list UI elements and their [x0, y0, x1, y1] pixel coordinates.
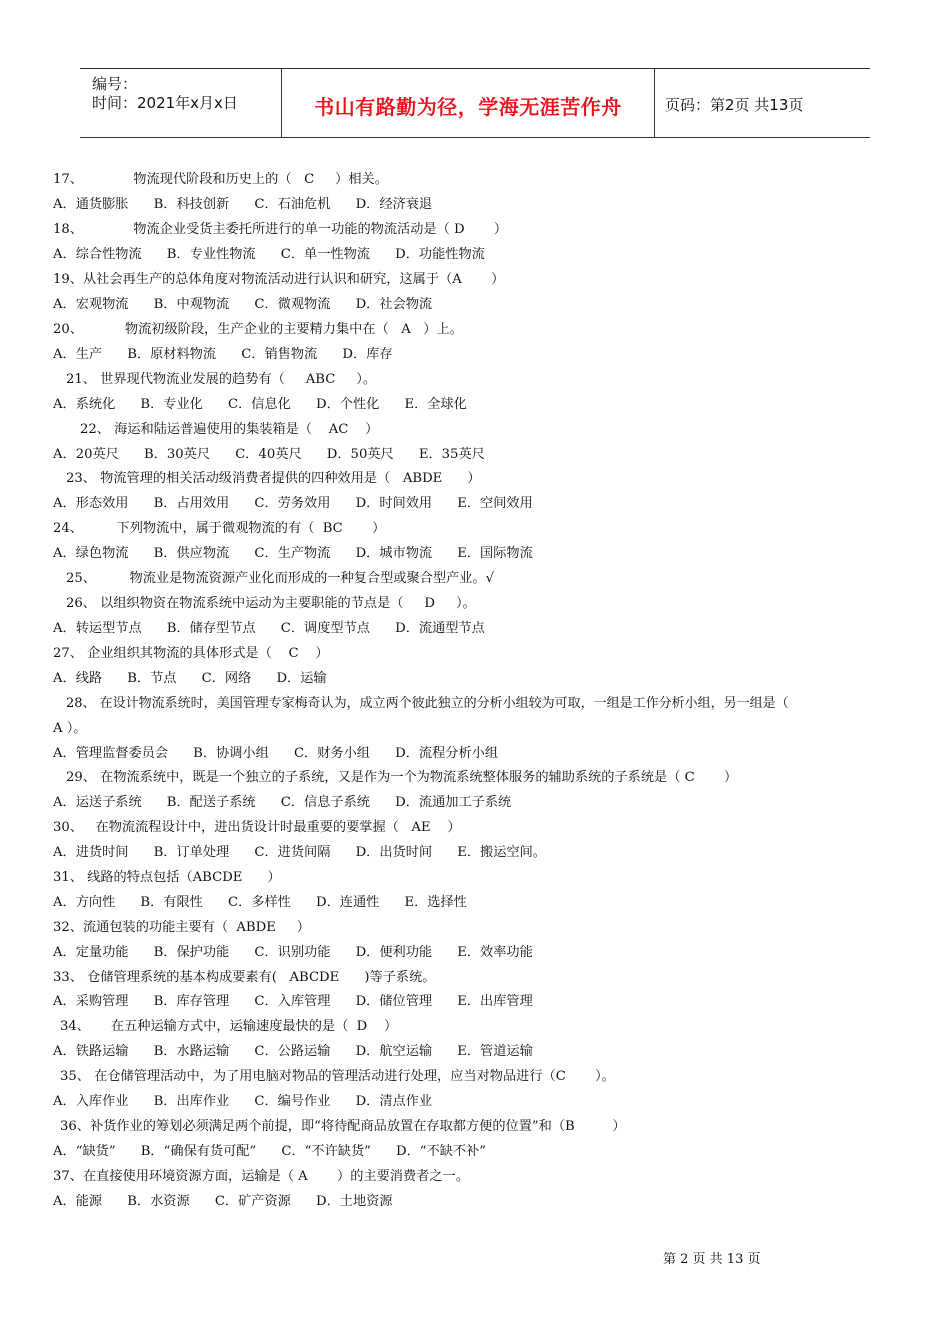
page-footer: 第 2 页 共 13 页	[663, 1252, 761, 1267]
options-line: A．方向性 B．有限性 C．多样性 D．连通性 E．选择性	[53, 895, 467, 910]
question-line: 34、 在五种运输方式中，运输速度最快的是（ D ）	[60, 1019, 398, 1034]
options-line: A．铁路运输 B．水路运输 C．公路运输 D．航空运输 E．管道运输	[53, 1044, 533, 1059]
header-page-cell	[655, 69, 870, 137]
header-meta-cell	[80, 69, 282, 137]
options-line: A．能源 B．水资源 C．矿产资源 D．土地资源	[53, 1194, 393, 1209]
options-line: A．宏观物流 B．中观物流 C．微观物流 D．社会物流	[53, 297, 433, 312]
options-line: A．线路 B．节点 C．网络 D．运输	[53, 671, 327, 686]
page-header	[80, 68, 870, 138]
motto: 书山有路勤为径，学海无涯苦作舟	[314, 95, 622, 119]
question-line: 24、 下列物流中，属于微观物流的有（ BC ）	[53, 521, 386, 536]
options-line: A．定量功能 B．保护功能 C．识别功能 D．便利功能 E．效率功能	[53, 945, 533, 960]
question-line: 19、从社会再生产的总体角度对物流活动进行认识和研究，这属于（A ）	[53, 272, 505, 287]
options-line: A．绿色物流 B．供应物流 C．生产物流 D．城市物流 E．国际物流	[53, 546, 533, 561]
question-line: 28、 在设计物流系统时，美国管理专家梅奇认为，成立两个彼此独立的分析小组较为可取，一组是工作分析小组，另一组是（	[66, 696, 789, 711]
question-line: 20、 物流初级阶段，生产企业的主要精力集中在（ A ）上。	[53, 322, 463, 337]
question-line-continued: A ）。	[53, 721, 87, 736]
options-line: A．运送子系统 B．配送子系统 C．信息子系统 D．流通加工子系统	[53, 795, 512, 810]
question-line: 25、 物流业是物流资源产业化而形成的一种复合型或聚合型产业。√	[66, 571, 494, 586]
question-line: 17、 物流现代阶段和历史上的（ C ）相关。	[53, 172, 388, 187]
question-line: 21、 世界现代物流业发展的趋势有（ ABC ）。	[66, 372, 377, 387]
options-line: A．入库作业 B．出库作业 C．编号作业 D．清点作业	[53, 1094, 433, 1109]
question-line: 36、补货作业的筹划必须满足两个前提，即“将待配商品放置在存取都方便的位置”和（B ）	[60, 1119, 626, 1134]
question-line: 32、流通包装的功能主要有（ ABDE ）	[53, 920, 310, 935]
options-line: A．进货时间 B．订单处理 C．进货间隔 D．出货时间 E．搬运空间。	[53, 845, 546, 860]
options-line: A．综合性物流 B．专业性物流 C．单一性物流 D．功能性物流	[53, 247, 485, 262]
options-line: A．通货膨胀 B．科技创新 C．石油危机 D．经济衰退	[53, 197, 433, 212]
options-line: A．形态效用 B．占用效用 C．劳务效用 D．时间效用 E．空间效用	[53, 496, 533, 511]
page-info: 页码：第2页 共13页	[665, 96, 804, 114]
question-line: 33、 仓储管理系统的基本构成要素有( ABCDE )等子系统。	[53, 970, 436, 985]
options-line: A．转运型节点 B．储存型节点 C．调度型节点 D．流通型节点	[53, 621, 485, 636]
question-line: 18、 物流企业受货主委托所进行的单一功能的物流活动是（ D ）	[53, 222, 508, 237]
header-motto-cell	[282, 69, 655, 137]
question-line: 26、 以组织物资在物流系统中运动为主要职能的节点是（ D ）。	[66, 596, 476, 611]
question-line: 27、 企业组织其物流的具体形式是（ C ）	[53, 646, 329, 661]
options-line: A．系统化 B．专业化 C．信息化 D．个性化 E．全球化	[53, 397, 467, 412]
question-line: 35、 在仓储管理活动中，为了用电脑对物品的管理活动进行处理，应当对物品进行（C ）。	[60, 1069, 615, 1084]
options-line: A．采购管理 B．库存管理 C．入库管理 D．储位管理 E．出库管理	[53, 994, 533, 1009]
question-line: 37、在直接使用环境资源方面，运输是（ A ）的主要消费者之一。	[53, 1169, 469, 1184]
question-line: 23、 物流管理的相关活动级消费者提供的四种效用是（ ABDE ）	[66, 471, 481, 486]
question-line: 30、 在物流流程设计中，进出货设计时最重要的要掌握（ AE ）	[53, 820, 461, 835]
date-line: 时间：2021年x月x日	[92, 94, 238, 112]
question-line: 29、 在物流系统中，既是一个独立的子系统，又是作为一个为物流系统整体服务的辅助系统的子系统是（ C ）	[66, 770, 738, 785]
doc-number-label: 编号：	[92, 75, 138, 93]
options-line: A．管理监督委员会 B．协调小组 C．财务小组 D．流程分析小组	[53, 746, 499, 761]
question-line: 22、 海运和陆运普遍使用的集装箱是（ AC ）	[80, 422, 379, 437]
options-line: A．生产 B．原材料物流 C．销售物流 D．库存	[53, 347, 393, 362]
options-line: A．20英尺 B．30英尺 C．40英尺 D．50英尺 E．35英尺	[53, 447, 485, 462]
options-line: A．“缺货” B．“确保有货可配” C．“不许缺货” D．“不缺不补”	[53, 1144, 487, 1159]
question-line: 31、 线路的特点包括（ABCDE ）	[53, 870, 281, 885]
